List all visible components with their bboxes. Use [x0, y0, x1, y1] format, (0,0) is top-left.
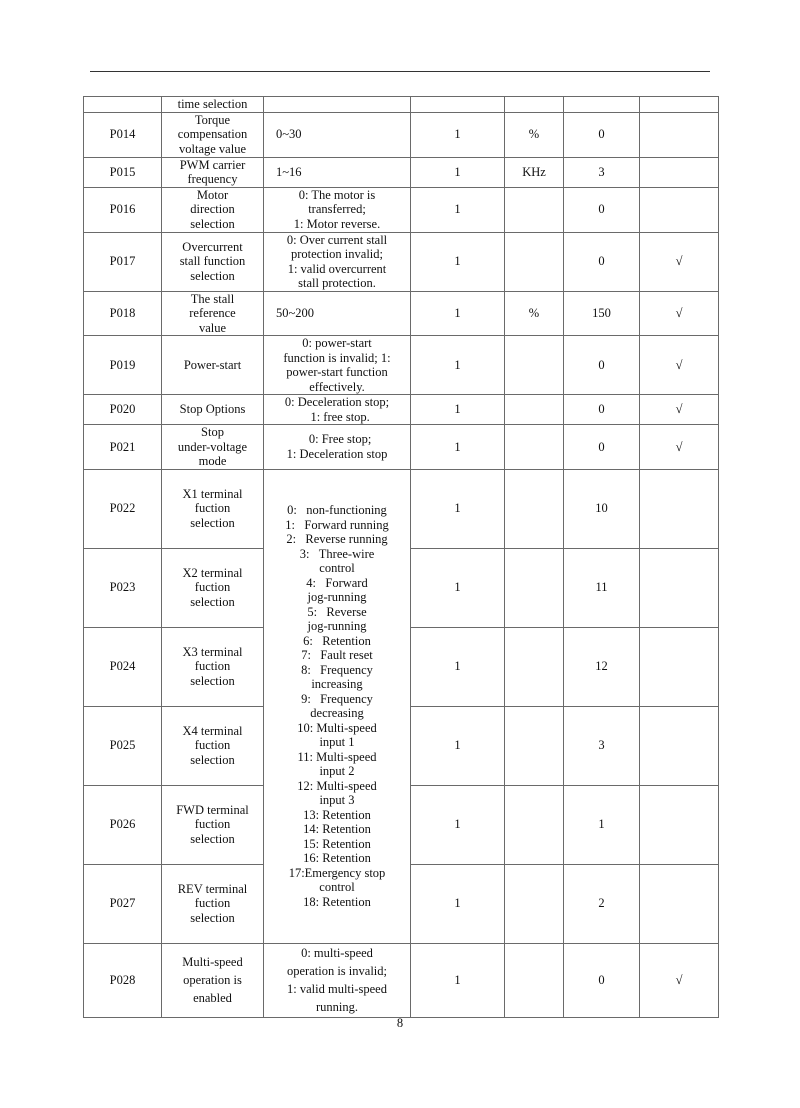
cell-code: P020 [84, 395, 162, 425]
cell-code: P026 [84, 785, 162, 864]
cell-setting [264, 232, 411, 291]
cell-name-line: direction [190, 202, 235, 217]
cell-setting-line: 0: Over current stall [286, 232, 388, 247]
cell-modify [640, 706, 719, 785]
cell-setting [264, 157, 411, 187]
cell-default: 3 [564, 706, 640, 785]
cell-name-line: X3 terminal [182, 644, 243, 659]
cell-setting-line: 0: power-start [302, 336, 372, 350]
cell-step: 1 [411, 785, 505, 864]
cell-name [162, 336, 264, 395]
cell-step: 1 [411, 112, 505, 157]
cell-name-line: X2 terminal [182, 565, 243, 580]
cell-default: 10 [564, 469, 640, 548]
cell-modify: √ [640, 395, 719, 425]
cell-code: P015 [84, 157, 162, 187]
parameter-table [83, 96, 719, 1018]
table-row [84, 157, 719, 187]
cell-name [162, 187, 264, 232]
cell-setting [264, 943, 411, 1017]
cell-name-line: voltage value [179, 141, 246, 156]
cell-name-line: selection [190, 752, 235, 767]
cell-setting [264, 336, 411, 395]
cell-unit [505, 548, 564, 627]
cell-code: P024 [84, 627, 162, 706]
cell-setting-line: 0: multi-speed [301, 946, 373, 960]
cell-setting-line: function is invalid; 1: [283, 350, 391, 365]
cell-modify [640, 112, 719, 157]
cell-default: 0 [564, 112, 640, 157]
cell-unit: % [505, 291, 564, 336]
cell-default: 11 [564, 548, 640, 627]
cell-code: P017 [84, 232, 162, 291]
cell-setting-line: 0: The motor is [298, 187, 376, 202]
header-rule [90, 71, 710, 72]
table-row [84, 232, 719, 291]
terminal-function-line: input 1 [319, 735, 355, 749]
terminal-function-line: 2: Reverse running [286, 532, 388, 546]
cell-name-line: X4 terminal [182, 723, 243, 738]
cell-unit: KHz [505, 157, 564, 187]
table-row [84, 291, 719, 336]
terminal-function-line: 0: non-functioning [287, 503, 387, 517]
cell-code: P027 [84, 864, 162, 943]
cell-name [162, 627, 264, 706]
cell-step: 1 [411, 469, 505, 548]
cell-setting-line: 0: Deceleration stop; [284, 395, 390, 409]
cell-unit [505, 425, 564, 470]
cell-default [564, 97, 640, 113]
cell-unit [505, 395, 564, 425]
cell-setting [264, 97, 411, 113]
cell-name-line: operation is [183, 973, 242, 987]
cell-default: 0 [564, 187, 640, 232]
cell-name-line: PWM carrier [179, 157, 246, 172]
cell-step: 1 [411, 157, 505, 187]
cell-name: time selection [162, 97, 264, 113]
cell-step: 1 [411, 232, 505, 291]
terminal-function-line: 4: Forward [306, 575, 368, 590]
cell-step [411, 97, 505, 113]
cell-name-line: Power-start [183, 357, 242, 372]
cell-code [84, 97, 162, 113]
terminal-function-line: 13: Retention [303, 807, 371, 822]
cell-name-line: selection [190, 216, 235, 231]
table-row [84, 943, 719, 1017]
cell-setting-line: running. [315, 1000, 358, 1014]
table-row [84, 187, 719, 232]
cell-modify: √ [640, 425, 719, 470]
cell-default: 0 [564, 336, 640, 395]
cell-setting-line: 1: Motor reverse. [293, 216, 381, 231]
terminal-function-line: 14: Retention [303, 822, 371, 836]
cell-name-line: compensation [177, 127, 248, 142]
cell-modify [640, 548, 719, 627]
cell-setting-line: effectively. [309, 379, 365, 394]
cell-step: 1 [411, 425, 505, 470]
cell-default: 0 [564, 425, 640, 470]
cell-step: 1 [411, 943, 505, 1017]
terminal-function-line: 6: Retention [303, 633, 371, 648]
cell-code: P021 [84, 425, 162, 470]
cell-name-line: Multi-speed [182, 955, 243, 969]
terminal-function-line: jog-running [307, 619, 367, 633]
cell-name-line: stall function [179, 254, 246, 269]
cell-unit [505, 706, 564, 785]
cell-name-line: selection [190, 831, 235, 846]
cell-modify [640, 157, 719, 187]
cell-name [162, 469, 264, 548]
cell-unit: % [505, 112, 564, 157]
cell-modify: √ [640, 232, 719, 291]
terminal-function-line: 15: Retention [303, 836, 371, 851]
cell-name-line: selection [190, 268, 235, 283]
cell-setting-line: protection invalid; [291, 247, 383, 261]
cell-setting-line: 0~30 [276, 127, 302, 142]
cell-name-line: enabled [193, 991, 232, 1005]
cell-modify [640, 864, 719, 943]
cell-setting-line: 0: Free stop; [302, 432, 372, 447]
cell-default: 3 [564, 157, 640, 187]
cell-name-line: REV terminal [177, 881, 248, 896]
cell-name [162, 157, 264, 187]
cell-name-line: selection [190, 673, 235, 688]
cell-name-line: The stall [190, 291, 235, 306]
cell-modify: √ [640, 336, 719, 395]
cell-step: 1 [411, 395, 505, 425]
table-row-continuation [84, 97, 719, 113]
cell-name [162, 943, 264, 1017]
cell-step: 1 [411, 864, 505, 943]
cell-default: 0 [564, 395, 640, 425]
terminal-function-line: 16: Retention [303, 851, 371, 865]
cell-default: 12 [564, 627, 640, 706]
cell-code: P018 [84, 291, 162, 336]
cell-setting-line: 50~200 [276, 306, 315, 320]
cell-default: 2 [564, 864, 640, 943]
cell-name-line: frequency [187, 172, 238, 186]
page-number: 8 [396, 1016, 404, 1030]
cell-name [162, 291, 264, 336]
cell-modify [640, 785, 719, 864]
cell-name-line: Overcurrent [182, 239, 243, 254]
cell-unit [505, 232, 564, 291]
cell-modify: √ [640, 943, 719, 1017]
cell-modify: √ [640, 291, 719, 336]
cell-name [162, 548, 264, 627]
cell-name [162, 864, 264, 943]
table-row [84, 395, 719, 425]
cell-unit [505, 864, 564, 943]
cell-default: 0 [564, 232, 640, 291]
cell-default: 0 [564, 943, 640, 1017]
cell-unit [505, 469, 564, 548]
cell-default: 1 [564, 785, 640, 864]
cell-name-line: mode [198, 454, 227, 468]
cell-code: P014 [84, 112, 162, 157]
terminal-function-line: 3: Three-wire [299, 546, 375, 561]
cell-step: 1 [411, 548, 505, 627]
cell-modify [640, 187, 719, 232]
cell-name-line: value [198, 320, 227, 335]
cell-code: P022 [84, 469, 162, 548]
cell-setting [264, 425, 411, 470]
cell-setting-line: operation is invalid; [287, 964, 387, 978]
cell-default: 150 [564, 291, 640, 336]
cell-unit [505, 97, 564, 113]
cell-modify [640, 469, 719, 548]
terminal-function-line: 10: Multi-speed [297, 720, 377, 735]
terminal-function-line: increasing [311, 677, 363, 691]
terminal-function-line: 18: Retention [303, 894, 371, 909]
cell-unit [505, 943, 564, 1017]
cell-name [162, 112, 264, 157]
cell-name-line: fuction [194, 896, 231, 911]
terminal-function-line: input 2 [319, 764, 355, 778]
terminal-function-line: 5: Reverse [307, 604, 367, 619]
cell-setting-line: stall protection. [298, 276, 376, 290]
cell-name [162, 706, 264, 785]
cell-name-line: X1 terminal [182, 486, 243, 501]
cell-step: 1 [411, 706, 505, 785]
cell-step: 1 [411, 187, 505, 232]
table-row [84, 425, 719, 470]
cell-setting-line: 1: valid overcurrent [287, 261, 387, 276]
cell-setting-line: 1~16 [276, 164, 302, 179]
terminal-function-line: 12: Multi-speed [297, 778, 377, 793]
cell-code: P028 [84, 943, 162, 1017]
terminal-function-line: control [319, 880, 355, 894]
cell-name-line: fuction [194, 738, 231, 753]
cell-name-line: reference [189, 306, 236, 320]
terminal-function-line: 9: Frequency [301, 691, 373, 706]
cell-name-line: Torque [194, 112, 231, 127]
terminal-function-line: 1: Forward running [285, 517, 389, 532]
cell-modify [640, 97, 719, 113]
cell-setting-line: 1: valid multi-speed [287, 982, 387, 996]
cell-name [162, 425, 264, 470]
cell-setting [264, 187, 411, 232]
table-row [84, 336, 719, 395]
cell-setting-line: 1: Deceleration stop [286, 446, 388, 461]
terminal-function-line: 17:Emergency stop [288, 865, 386, 880]
cell-setting [264, 291, 411, 336]
cell-name [162, 232, 264, 291]
cell-setting [264, 112, 411, 157]
cell-unit [505, 187, 564, 232]
table-row [84, 469, 719, 548]
cell-name-line: Stop Options [179, 402, 246, 417]
cell-name-line: fuction [194, 659, 231, 674]
cell-name-line: selection [190, 515, 235, 530]
terminal-function-line: 7: Fault reset [301, 648, 373, 662]
terminal-function-line: jog-running [307, 590, 367, 604]
cell-name-line: fuction [194, 817, 231, 832]
terminal-function-line: input 3 [319, 793, 355, 807]
terminal-function-line: 11: Multi-speed [297, 749, 377, 764]
cell-code: P019 [84, 336, 162, 395]
table-row [84, 112, 719, 157]
cell-name-line: FWD terminal [176, 802, 249, 817]
cell-name-line: fuction [194, 501, 231, 516]
cell-step: 1 [411, 291, 505, 336]
cell-name [162, 395, 264, 425]
cell-setting-line: transferred; [308, 202, 366, 217]
cell-setting [264, 395, 411, 425]
cell-unit [505, 785, 564, 864]
cell-name-line: under-voltage [177, 439, 248, 454]
cell-step: 1 [411, 336, 505, 395]
cell-modify [640, 627, 719, 706]
terminal-function-line: 8: Frequency [301, 662, 373, 677]
cell-code: P023 [84, 548, 162, 627]
cell-unit [505, 336, 564, 395]
cell-name-line: Stop [201, 425, 224, 439]
cell-code: P016 [84, 187, 162, 232]
terminal-function-line: decreasing [310, 706, 364, 720]
cell-unit [505, 627, 564, 706]
terminal-function-line: control [319, 561, 355, 575]
cell-setting-line: power-start function [286, 365, 388, 379]
cell-name-line: fuction [194, 580, 231, 595]
cell-code: P025 [84, 706, 162, 785]
cell-name-line: Motor [196, 187, 229, 202]
cell-name-line: selection [190, 594, 235, 609]
terminal-function-list [264, 469, 411, 943]
cell-step: 1 [411, 627, 505, 706]
cell-name-line: selection [190, 910, 235, 925]
cell-name [162, 785, 264, 864]
cell-setting-line: 1: free stop. [304, 409, 370, 424]
